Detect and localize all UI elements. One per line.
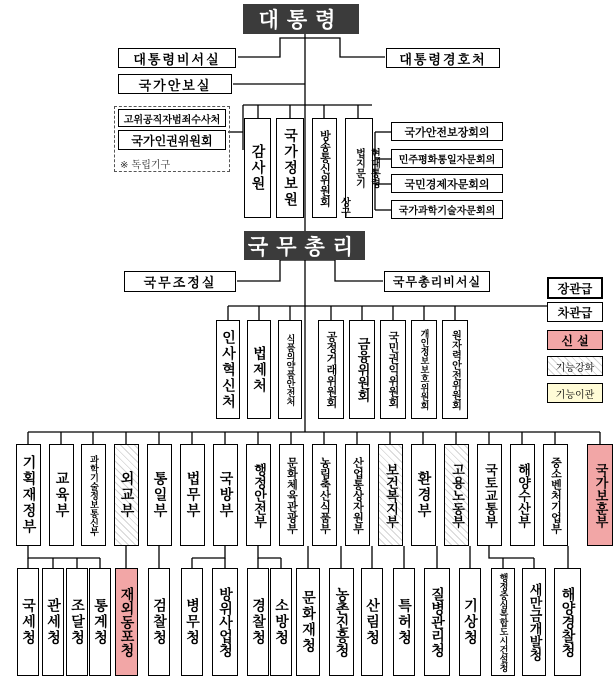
- ministry-oceans-fisheries: 해양수산부: [510, 444, 535, 546]
- science-advisory-box: 국가과학기술자문회의: [391, 200, 503, 219]
- agency-police: 경찰청: [247, 568, 269, 676]
- agency-multifunctional-city: 행정중심복합도시건설청: [491, 568, 515, 676]
- chief-secretary-box: 대통령비서실: [118, 48, 236, 68]
- legend-vice: 차관급: [547, 302, 603, 322]
- ministry-justice: 법무부: [180, 444, 205, 546]
- prime-minister-box: 국무총리: [244, 231, 365, 260]
- ministry-science-ict: 과학기술정보통신부: [81, 444, 106, 546]
- constitution-advisory-box: [338, 118, 380, 218]
- pm-coordination-box: 국무조정실: [124, 271, 236, 292]
- constitution-advisory-line1: 현대통령: [368, 148, 380, 188]
- agency-procurement: 조달청: [66, 568, 88, 676]
- nis-box: 국가정보원: [276, 118, 304, 218]
- constitution-advisory-line3: 상구: [338, 197, 350, 217]
- ministry-employment-labor: 고용노동부: [444, 444, 469, 546]
- anti-corruption-commission-box: 국민권익위원회: [380, 320, 406, 419]
- nsc-box: 국가안전보장회의: [391, 122, 503, 141]
- agency-fire: 소방청: [270, 568, 292, 676]
- agency-cultural-heritage: 문화재청: [296, 568, 320, 676]
- agency-saemangeum: 새만금개발청: [522, 568, 546, 676]
- constitution-advisory-line2: 법지문기: [353, 148, 365, 188]
- agency-national-tax: 국세청: [17, 568, 39, 676]
- ministry-interior-safety: 행정안전부: [246, 444, 271, 546]
- national-security-box: 국가안보실: [118, 74, 232, 94]
- ministry-smes-startups: 중소벤처기업부: [543, 444, 568, 546]
- ministry-health-welfare: 보건복지부: [378, 444, 403, 546]
- ministry-patriots-veterans: 국가보훈부: [587, 444, 613, 546]
- ministry-defense: 국방부: [213, 444, 238, 546]
- agency-statistics: 통계청: [89, 568, 111, 676]
- agency-patent: 특허청: [393, 568, 415, 676]
- economic-advisory-box: 국민경제자문회의: [391, 174, 503, 193]
- legend-strengthened: 기능강화: [547, 356, 603, 376]
- agency-overseas-koreans: 재외동포청: [115, 568, 138, 676]
- ministry-environment: 환경부: [411, 444, 436, 546]
- ministry-land-transport: 국토교통부: [477, 444, 502, 546]
- agency-coast-guard: 해양경찰청: [554, 568, 581, 676]
- legend-minister: 장관급: [547, 277, 603, 299]
- ministry-culture-sports-tourism: 문화체육관광부: [279, 444, 304, 546]
- kcc-box: 방송통신위원회: [312, 118, 337, 218]
- fair-trade-commission-box: 공정거래위원회: [318, 320, 344, 419]
- legend-transferred: 기능이관: [547, 383, 603, 403]
- financial-commission-box: 금융위원회: [349, 320, 375, 419]
- president-box: 대통령: [243, 4, 359, 34]
- ministry-unification: 통일부: [147, 444, 172, 546]
- personnel-ministry-box: 인사혁신처: [216, 320, 240, 419]
- nuclear-safety-commission-box: 원자력안전위원회: [442, 320, 468, 419]
- ministry-education: 교육부: [49, 444, 74, 546]
- privacy-commission-box: 개인정보보호위원회: [411, 320, 437, 419]
- ministry-trade-industry-energy: 산업통상자원부: [345, 444, 370, 546]
- agency-military-manpower: 병무청: [181, 568, 203, 676]
- corruption-office-box: 고위공직자범죄수사처: [118, 109, 226, 127]
- agency-forest: 산림청: [361, 568, 383, 676]
- security-service-box: 대통령경호처: [386, 48, 500, 68]
- agency-rural-development: 농촌진흥청: [329, 568, 354, 676]
- pm-secretariat-box: 국무총리비서실: [384, 271, 490, 292]
- audit-board-box: 감사원: [244, 118, 271, 218]
- agency-customs: 관세청: [42, 568, 64, 676]
- agency-meteorological: 기상청: [459, 568, 481, 676]
- human-rights-box: 국가인권위원회: [118, 130, 226, 150]
- food-drug-ministry-box: 식품의약품안전처: [278, 320, 302, 419]
- ministry-strategy-finance: 기획재정부: [16, 444, 41, 546]
- independent-note: ※ 독립기구: [120, 160, 171, 171]
- unification-advisory-box: 민주평화통일자문회의: [391, 149, 503, 168]
- agency-defense-acquisition: 방위사업청: [212, 568, 238, 676]
- agency-disease-control: 질병관리청: [424, 568, 450, 676]
- agency-prosecution: 검찰청: [148, 568, 170, 676]
- legislation-ministry-box: 법제처: [247, 320, 271, 419]
- ministry-foreign-affairs: 외교부: [114, 444, 139, 546]
- ministry-agriculture: 농림축산식품부: [312, 444, 337, 546]
- legend-new: 신 설: [547, 330, 603, 350]
